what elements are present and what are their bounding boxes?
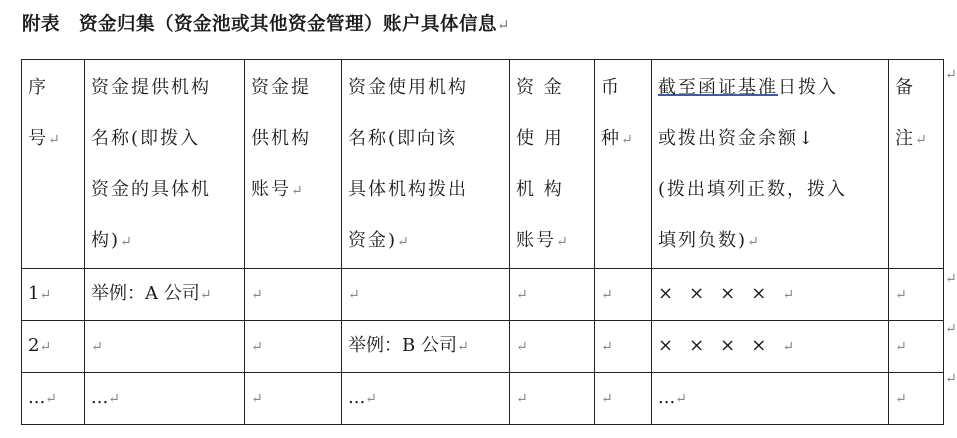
table-cell: ↵ [510,269,595,321]
table-cell: ...↵ [342,373,510,425]
account-info-table [21,59,944,425]
table-cell: ↵ [595,321,652,373]
header-cell-user-account: 资 金 使 用 机 构 账号↵ [510,60,595,269]
table-cell: ↵ [889,373,944,425]
table-cell: ↵ [85,321,245,373]
table-cell: 1↵ [22,269,85,321]
table-cell: ↵ [245,321,342,373]
table-cell: ↵ [889,269,944,321]
table-row [22,321,944,373]
table-cell: ↵ [342,269,510,321]
page-title [22,10,510,36]
header-cell-remarks: 备 注↵ [889,60,944,269]
table-row [22,373,944,425]
underlined-prefix: 截至函证基准 [658,77,778,98]
table-row [22,269,944,321]
row-end-mark-icon: ↵ [945,371,957,387]
table-cell: ...↵ [22,373,85,425]
return-mark-icon: ↵ [621,132,633,148]
row-end-mark-icon: ↵ [945,67,957,83]
table-cell: ...↵ [652,373,889,425]
header-cell-currency: 币 种↵ [595,60,652,269]
table-cell: ↵ [510,321,595,373]
header-cell-balance: 截至函证基准日拨入 或拨出资金余额↓ (拨出填列正数，拨入 填列负数)↵ [652,60,889,269]
table-header-row [22,60,944,269]
header-cell-provider-name: 资金提供机构 名称(即拨入 资金的具体机 构)↵ [85,60,245,269]
table-cell: ↵ [889,321,944,373]
title-text: 附表 资金归集（资金池或其他资金管理）账户具体信息 [22,14,498,35]
header-cell-user-name: 资金使用机构 名称(即向该 具体机构拨出 资金)↵ [342,60,510,269]
table-cell: 举例：A 公司↵ [85,269,245,321]
return-mark-icon: ↵ [120,234,132,250]
table-cell: ↵ [510,373,595,425]
return-mark-icon: ↵ [291,183,303,199]
return-mark-icon: ↵ [556,234,568,250]
table-cell: 2↵ [22,321,85,373]
return-mark-icon: ↵ [497,16,511,34]
header-cell-serial: 序 号↵ [22,60,85,269]
table-cell: ↵ [595,269,652,321]
table-cell: ↵ [595,373,652,425]
return-mark-icon: ↵ [747,234,759,250]
row-end-mark-icon: ↵ [945,271,957,287]
header-cell-provider-account: 资金提 供机构 账号↵ [245,60,342,269]
table-cell: ↵ [245,373,342,425]
return-mark-icon: ↵ [915,132,927,148]
table-cell: ...↵ [85,373,245,425]
table-cell: ××××↵ [652,321,889,373]
return-mark-icon: ↵ [48,132,60,148]
table-cell: 举例：B 公司↵ [342,321,510,373]
table-cell: ××××↵ [652,269,889,321]
return-mark-icon: ↵ [397,234,409,250]
table-cell: ↵ [245,269,342,321]
row-end-mark-icon: ↵ [945,321,957,337]
